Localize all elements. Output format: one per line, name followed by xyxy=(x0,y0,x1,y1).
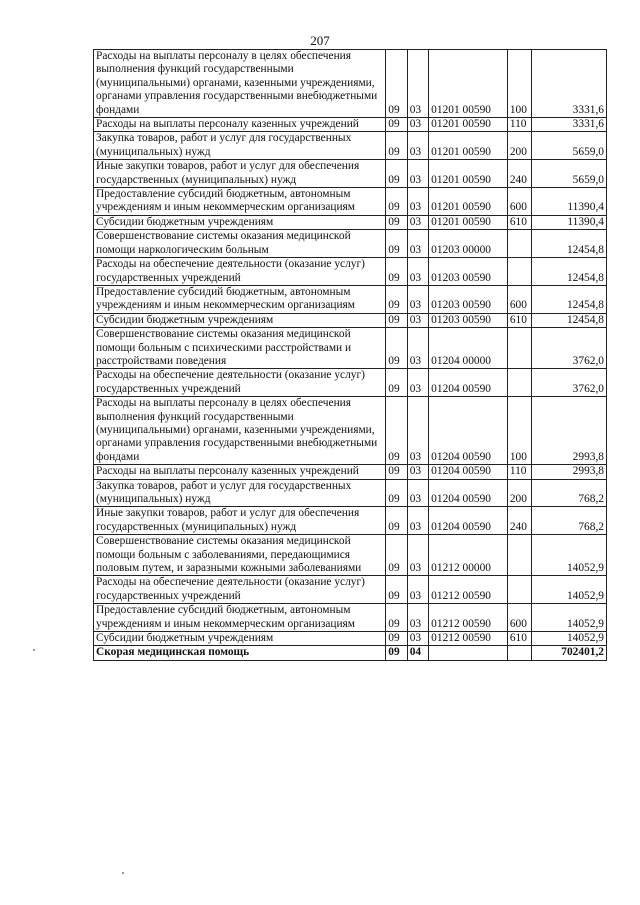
subsection-code-cell: 03 xyxy=(407,465,428,479)
target-article-code-cell: 01203 00590 xyxy=(429,313,508,327)
target-article-code-cell: 01204 00590 xyxy=(429,397,508,465)
table-row xyxy=(94,118,607,132)
subsection-code-cell: 03 xyxy=(407,328,428,369)
expense-type-code-cell: 600 xyxy=(507,604,532,632)
section-code-cell: 09 xyxy=(386,230,407,258)
target-article-code-cell: 01201 00590 xyxy=(429,118,508,132)
subsection-code-cell: 03 xyxy=(407,285,428,313)
expense-name-cell: Предоставление субсидий бюджетным, автономным учреждениям и иным некоммерческим организациям xyxy=(94,188,386,216)
expense-name-cell: Совершенствование системы оказания медицинской помощи больным с психическими расстройствами и расстройствами поведения xyxy=(94,328,386,369)
section-code-cell: 09 xyxy=(386,328,407,369)
expense-name-cell: Расходы на обеспечение деятельности (оказание услуг) государственных учреждений xyxy=(94,258,386,286)
scan-speck xyxy=(122,872,124,874)
expense-name-cell: Иные закупки товаров, работ и услуг для обеспечения государственных (муниципальных) нужд xyxy=(94,507,386,535)
expense-name-cell: Расходы на выплаты персоналу казенных учреждений xyxy=(94,465,386,479)
expense-type-code-cell: 600 xyxy=(507,285,532,313)
budget-table xyxy=(93,49,607,661)
expense-name-cell: Закупка товаров, работ и услуг для государственных (муниципальных) нужд xyxy=(94,132,386,160)
target-article-code-cell: 01212 00000 xyxy=(429,535,508,576)
target-article-code-cell xyxy=(429,646,508,660)
subsection-code-cell: 03 xyxy=(407,507,428,535)
expense-type-code-cell xyxy=(507,576,532,604)
page-number: 207 xyxy=(310,33,330,48)
subsection-code-cell: 03 xyxy=(407,397,428,465)
target-article-code-cell: 01204 00590 xyxy=(429,479,508,507)
expense-type-code-cell: 240 xyxy=(507,507,532,535)
subsection-code-cell: 03 xyxy=(407,604,428,632)
section-code-cell: 09 xyxy=(386,188,407,216)
amount-cell: 12454,8 xyxy=(532,285,607,313)
subsection-code-cell: 03 xyxy=(407,132,428,160)
expense-name-cell: Субсидии бюджетным учреждениям xyxy=(94,215,386,229)
table-row xyxy=(94,397,607,465)
section-code-cell: 09 xyxy=(386,604,407,632)
table-row xyxy=(94,50,607,118)
section-code-cell: 09 xyxy=(386,369,407,397)
table-row xyxy=(94,258,607,286)
amount-cell: 14052,9 xyxy=(532,576,607,604)
table-row xyxy=(94,313,607,327)
table-row xyxy=(94,576,607,604)
target-article-code-cell: 01201 00590 xyxy=(429,132,508,160)
subsection-code-cell: 03 xyxy=(407,230,428,258)
expense-type-code-cell: 600 xyxy=(507,188,532,216)
table-row xyxy=(94,535,607,576)
section-code-cell: 09 xyxy=(386,632,407,646)
section-code-cell: 09 xyxy=(386,285,407,313)
subsection-code-cell: 03 xyxy=(407,369,428,397)
table-row xyxy=(94,465,607,479)
subsection-code-cell: 03 xyxy=(407,313,428,327)
target-article-code-cell: 01201 00590 xyxy=(429,215,508,229)
expense-name-cell: Совершенствование системы оказания медицинской помощи больным с заболеваниями, передающимися половым путем, и заразными кожными заболеваниями xyxy=(94,535,386,576)
target-article-code-cell: 01204 00000 xyxy=(429,328,508,369)
table-row xyxy=(94,160,607,188)
section-code-cell: 09 xyxy=(386,535,407,576)
section-code-cell: 09 xyxy=(386,397,407,465)
subsection-code-cell: 03 xyxy=(407,479,428,507)
amount-cell: 2993,8 xyxy=(532,465,607,479)
amount-cell: 14052,9 xyxy=(532,535,607,576)
expense-name-cell: Расходы на выплаты персоналу в целях обеспечения выполнения функций государственными (муниципальными) органами, казенными учреждениями, органами управления государственными внебюджетными фондами xyxy=(94,50,386,118)
table-row xyxy=(94,604,607,632)
expense-name-cell: Предоставление субсидий бюджетным, автономным учреждениям и иным некоммерческим организациям xyxy=(94,285,386,313)
amount-cell: 3762,0 xyxy=(532,328,607,369)
section-code-cell: 09 xyxy=(386,118,407,132)
expense-name-cell: Расходы на обеспечение деятельности (оказание услуг) государственных учреждений xyxy=(94,369,386,397)
expense-type-code-cell xyxy=(507,369,532,397)
table-row xyxy=(94,507,607,535)
amount-cell: 768,2 xyxy=(532,507,607,535)
amount-cell: 14052,9 xyxy=(532,632,607,646)
amount-cell: 5659,0 xyxy=(532,160,607,188)
section-code-cell: 09 xyxy=(386,132,407,160)
expense-type-code-cell: 100 xyxy=(507,397,532,465)
amount-cell: 702401,2 xyxy=(532,646,607,660)
expense-type-code-cell: 610 xyxy=(507,632,532,646)
subsection-code-cell: 03 xyxy=(407,258,428,286)
expense-type-code-cell xyxy=(507,258,532,286)
expense-type-code-cell xyxy=(507,328,532,369)
subsection-code-cell: 03 xyxy=(407,118,428,132)
expense-type-code-cell: 200 xyxy=(507,132,532,160)
section-code-cell: 09 xyxy=(386,465,407,479)
section-code-cell: 09 xyxy=(386,50,407,118)
section-code-cell: 09 xyxy=(386,646,407,660)
expense-name-cell: Субсидии бюджетным учреждениям xyxy=(94,313,386,327)
target-article-code-cell: 01201 00590 xyxy=(429,50,508,118)
expense-type-code-cell: 110 xyxy=(507,118,532,132)
expense-name-cell: Расходы на выплаты персоналу в целях обеспечения выполнения функций государственными (муниципальными) органами, казенными учреждениями, органами управления государственными внебюджетными фондами xyxy=(94,397,386,465)
expense-name-cell: Закупка товаров, работ и услуг для государственных (муниципальных) нужд xyxy=(94,479,386,507)
table-row xyxy=(94,632,607,646)
expense-type-code-cell: 110 xyxy=(507,465,532,479)
table-row xyxy=(94,646,607,660)
scan-speck xyxy=(33,649,35,651)
expense-name-cell: Расходы на обеспечение деятельности (оказание услуг) государственных учреждений xyxy=(94,576,386,604)
subsection-code-cell: 03 xyxy=(407,632,428,646)
subsection-code-cell: 03 xyxy=(407,188,428,216)
amount-cell: 768,2 xyxy=(532,479,607,507)
table-row xyxy=(94,215,607,229)
section-code-cell: 09 xyxy=(386,479,407,507)
target-article-code-cell: 01204 00590 xyxy=(429,507,508,535)
expense-type-code-cell xyxy=(507,646,532,660)
section-code-cell: 09 xyxy=(386,313,407,327)
table-row xyxy=(94,285,607,313)
table-row xyxy=(94,369,607,397)
expense-type-code-cell: 610 xyxy=(507,215,532,229)
section-code-cell: 09 xyxy=(386,160,407,188)
expense-name-cell: Субсидии бюджетным учреждениям xyxy=(94,632,386,646)
section-code-cell: 09 xyxy=(386,258,407,286)
expense-type-code-cell: 100 xyxy=(507,50,532,118)
amount-cell: 12454,8 xyxy=(532,230,607,258)
section-code-cell: 09 xyxy=(386,507,407,535)
section-code-cell: 09 xyxy=(386,576,407,604)
table-row xyxy=(94,230,607,258)
target-article-code-cell: 01203 00000 xyxy=(429,230,508,258)
target-article-code-cell: 01212 00590 xyxy=(429,632,508,646)
target-article-code-cell: 01201 00590 xyxy=(429,188,508,216)
subsection-code-cell: 03 xyxy=(407,50,428,118)
table-row xyxy=(94,479,607,507)
amount-cell: 12454,8 xyxy=(532,258,607,286)
expense-type-code-cell: 610 xyxy=(507,313,532,327)
target-article-code-cell: 01204 00590 xyxy=(429,369,508,397)
target-article-code-cell: 01203 00590 xyxy=(429,258,508,286)
expense-name-cell: Скорая медицинская помощь xyxy=(94,646,386,660)
amount-cell: 3331,6 xyxy=(532,118,607,132)
amount-cell: 3762,0 xyxy=(532,369,607,397)
expense-name-cell: Иные закупки товаров, работ и услуг для обеспечения государственных (муниципальных) нужд xyxy=(94,160,386,188)
subsection-code-cell: 03 xyxy=(407,215,428,229)
table-row xyxy=(94,132,607,160)
amount-cell: 5659,0 xyxy=(532,132,607,160)
amount-cell: 2993,8 xyxy=(532,397,607,465)
table-row xyxy=(94,188,607,216)
target-article-code-cell: 01203 00590 xyxy=(429,285,508,313)
target-article-code-cell: 01212 00590 xyxy=(429,604,508,632)
subsection-code-cell: 03 xyxy=(407,535,428,576)
table-row xyxy=(94,328,607,369)
subsection-code-cell: 03 xyxy=(407,576,428,604)
amount-cell: 3331,6 xyxy=(532,50,607,118)
expense-type-code-cell xyxy=(507,535,532,576)
expense-name-cell: Предоставление субсидий бюджетным, автономным учреждениям и иным некоммерческим организациям xyxy=(94,604,386,632)
expense-name-cell: Совершенствование системы оказания медицинской помощи наркологическим больным xyxy=(94,230,386,258)
subsection-code-cell: 04 xyxy=(407,646,428,660)
amount-cell: 11390,4 xyxy=(532,215,607,229)
target-article-code-cell: 01201 00590 xyxy=(429,160,508,188)
subsection-code-cell: 03 xyxy=(407,160,428,188)
target-article-code-cell: 01212 00590 xyxy=(429,576,508,604)
target-article-code-cell: 01204 00590 xyxy=(429,465,508,479)
expense-type-code-cell: 240 xyxy=(507,160,532,188)
expense-type-code-cell xyxy=(507,230,532,258)
amount-cell: 11390,4 xyxy=(532,188,607,216)
expense-type-code-cell: 200 xyxy=(507,479,532,507)
expense-name-cell: Расходы на выплаты персоналу казенных учреждений xyxy=(94,118,386,132)
amount-cell: 12454,8 xyxy=(532,313,607,327)
amount-cell: 14052,9 xyxy=(532,604,607,632)
section-code-cell: 09 xyxy=(386,215,407,229)
